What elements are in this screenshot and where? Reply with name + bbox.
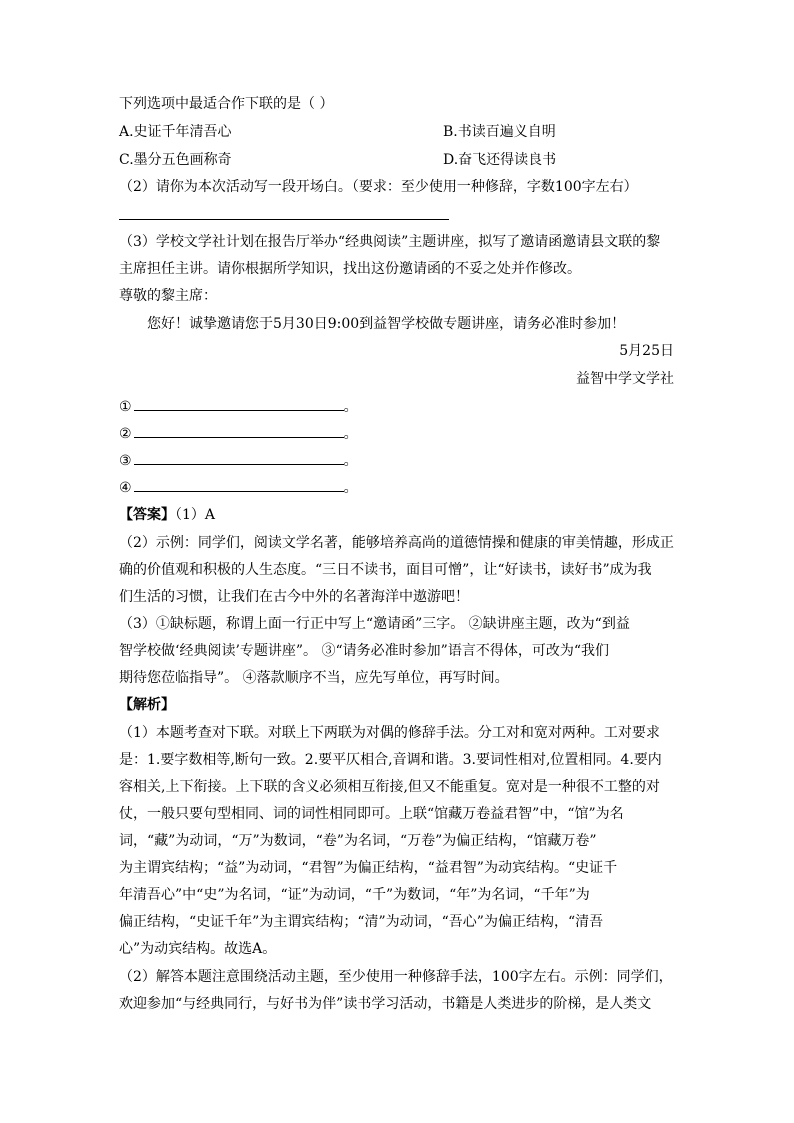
analysis-line: 心”为动宾结构。故选A。 <box>119 941 277 957</box>
analysis-line: （2）解答本题注意围绕活动主题，至少使用一种修辞手法，100字左右。示例：同学们， <box>119 969 673 985</box>
question-intro: 下列选项中最适合作下联的是（ ） <box>119 96 334 112</box>
analysis-heading: 【解析】 <box>119 697 175 713</box>
blank-row-3: ③ 。 <box>119 450 358 471</box>
answer-1: （1）A <box>175 507 216 523</box>
blank-row-2: ② 。 <box>119 423 358 444</box>
option-b: B.书读百遍义自明 <box>443 124 556 140</box>
letter-body: 您好！诚挚邀请您于5月30日9:00到益智学校做专题讲座，请务必准时参加！ <box>147 316 626 332</box>
analysis-line: 年清吾心”中“史”为名词，“证”为动词，“千”为数词，“年”为名词，“千年”为 <box>119 887 590 903</box>
answer-3-line1: （3）①缺标题，称谓上面一行正中写上“邀请函”三字。 ②缺讲座主题，改为“到益 <box>119 616 630 632</box>
option-a: A.史证千年清吾心 <box>119 124 232 140</box>
question-2: （2）请你为本次活动写一段开场白。（要求：至少使用一种修辞，字数100字左右） <box>119 179 638 195</box>
letter-date: 5月25日 <box>619 343 674 359</box>
analysis-line: 偏正结构，“史证千年”为主谓宾结构；“清”为动词，“吾心”为偏正结构，“清吾 <box>119 914 604 930</box>
letter-signature: 益智中学文学社 <box>576 371 674 387</box>
analysis-line: 容相关,上下衔接。上下联的含义必须相互衔接,但又不能重复。宽对是一种很不工整的对 <box>119 779 660 795</box>
analysis-line: 是：1.要字数相等,断句一致。2.要平仄相合,音调和谐。3.要词性相对,位置相同。4.要内 <box>119 752 662 768</box>
answer-2-line3: 们生活的习惯，让我们在古今中外的名著海洋中遨游吧！ <box>119 589 469 605</box>
option-d: D.奋飞还得读良书 <box>443 152 557 168</box>
answer-2-line2: 确的价值观和积极的人生态度。“三日不读书，面目可憎”，让“好读书，读好书”成为我 <box>119 562 652 578</box>
analysis-line: 为主谓宾结构；“益”为动词，“君智”为偏正结构，“益君智”为动宾结构。“史证千 <box>119 860 618 876</box>
analysis-line: 欢迎参加“与经典同行，与好书为伴”读书学习活动，书籍是人类进步的阶梯，是人类文 <box>119 996 652 1012</box>
analysis-line: 仗，一般只要句型相同、词的词性相同即可。上联“馆藏万卷益君智”中，“馆”为名 <box>119 806 624 822</box>
analysis-line: 词，“藏”为动词，“万”为数词，“卷”为名词，“万卷”为偏正结构，“馆藏万卷” <box>119 833 597 849</box>
answer-3-line2: 智学校做‘经典阅读’专题讲座”。 ③“请务必准时参加”语言不得体，可改为“我们 <box>119 643 609 659</box>
answer-2-line1: （2）示例：同学们，阅读文学名著，能够培养高尚的道德情操和健康的审美情趣，形成正 <box>119 535 674 551</box>
analysis-line: （1）本题考查对下联。对联上下两联为对偶的修辞手法。分工对和宽对两种。工对要求 <box>119 725 660 741</box>
letter-salutation: 尊敬的黎主席： <box>119 288 217 304</box>
blank-row-4: ④ 。 <box>119 477 358 498</box>
blank-row-1: ① 。 <box>119 396 358 417</box>
question-3-line1: （3）学校文学社计划在报告厅举办“经典阅读”主题讲座，拟写了邀请函邀请县文联的黎 <box>119 234 661 250</box>
answer-3-line3: 期待您莅临指导”。 ④落款顺序不当，应先写单位，再写时间。 <box>119 670 509 686</box>
option-c: C.墨分五色画称奇 <box>119 152 232 168</box>
answer-heading-row <box>119 505 215 525</box>
question-3-line2: 主席担任主讲。请你根据所学知识，找出这份邀请函的不妥之处并作修改。 <box>119 261 581 277</box>
answer-heading: 【答案】 <box>119 507 175 523</box>
answer-line <box>119 219 449 220</box>
